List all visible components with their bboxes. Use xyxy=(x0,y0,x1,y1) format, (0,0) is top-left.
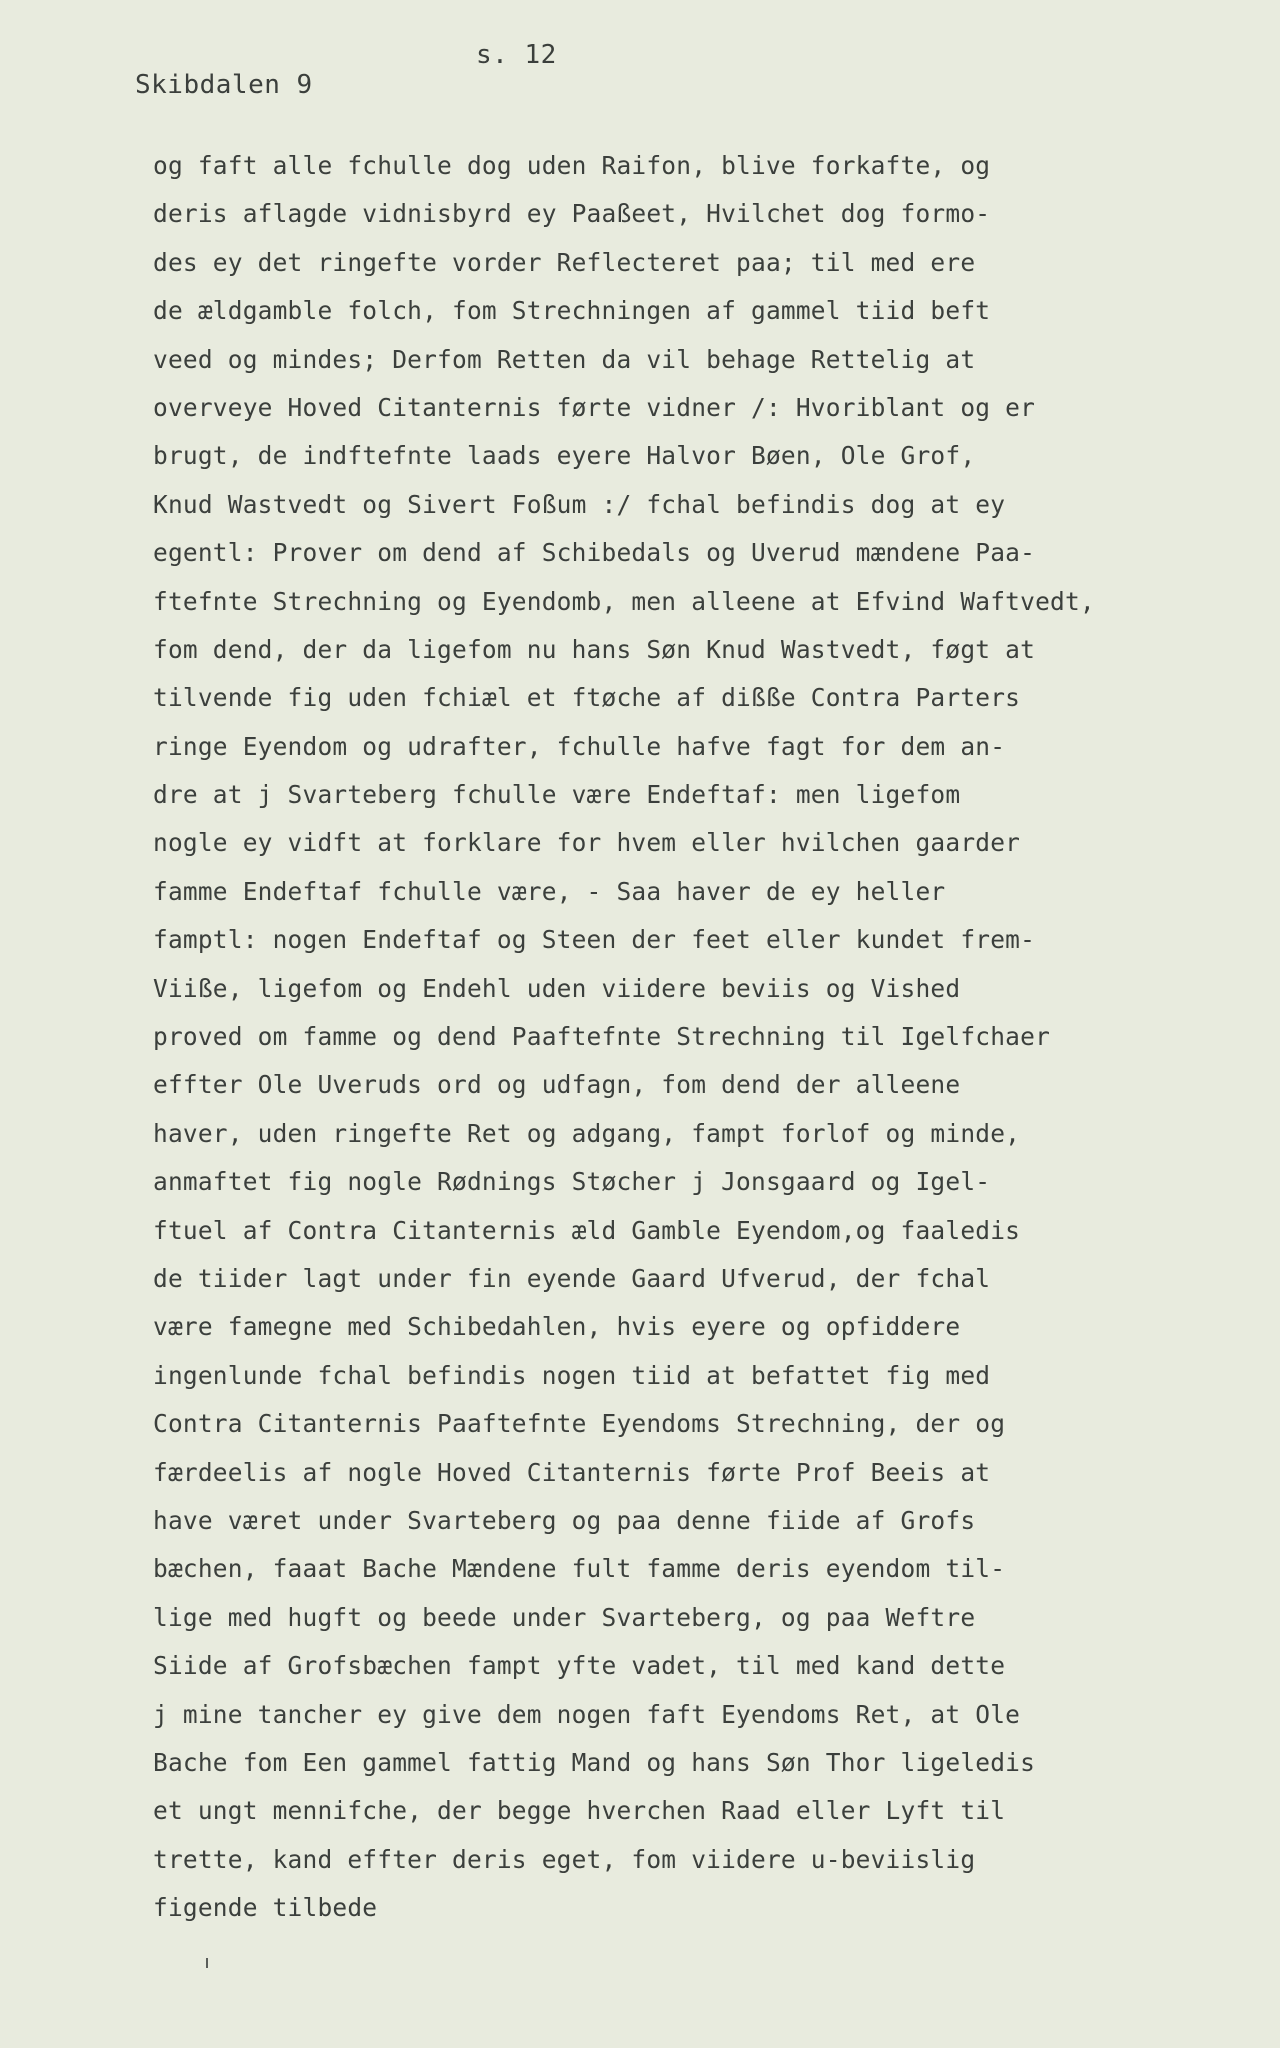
text-line: ftuel af Contra Citanternis æld Gamble Eyendom,og faaledis xyxy=(153,1215,1021,1245)
text-line: nogle ey vidft at forklare for hvem eller hvilchen gaarder xyxy=(153,828,1021,858)
text-line: deris aflagde vidnisbyrd ey Paaßeet, Hvilchet dog formo- xyxy=(153,199,991,229)
text-line: et ungt mennifche, der begge hverchen Raad eller Lyft til xyxy=(153,1796,1006,1826)
text-line: de tiider lagt under fin eyende Gaard Ufverud, der fchal xyxy=(153,1263,991,1293)
text-line: bæchen, faaat Bache Mændene fult famme deris eyendom til- xyxy=(153,1554,1006,1584)
text-line: des ey det ringefte vorder Reflecteret paa; til med ere xyxy=(153,247,976,277)
text-line: effter Ole Uveruds ord og udfagn, fom dend der alleene xyxy=(153,1070,961,1100)
text-line: j mine tancher ey give dem nogen faft Eyendoms Ret, at Ole xyxy=(153,1699,1021,1729)
text-line: Knud Wastvedt og Sivert Foßum :/ fchal befindis dog at ey xyxy=(153,489,1006,519)
text-line: fom dend, der da ligefom nu hans Søn Knud Wastvedt, føgt at xyxy=(153,634,1036,664)
text-line: egentl: Prover om dend af Schibedals og Uverud mændene Paa- xyxy=(153,538,1036,568)
text-line: ringe Eyendom og udrafter, fchulle hafve fagt for dem an- xyxy=(153,731,1006,761)
text-line: Viiße, ligefom og Endehl uden viidere beviis og Vished xyxy=(153,973,961,1003)
text-line: Bache fom Een gammel fattig Mand og hans Søn Thor ligeledis xyxy=(153,1747,1036,1777)
text-line: famptl: nogen Endeftaf og Steen der feet eller kundet frem- xyxy=(153,925,1036,955)
text-line: figende tilbede xyxy=(153,1893,378,1923)
text-line: og faft alle fchulle dog uden Raifon, blive forkafte, og xyxy=(153,151,991,180)
text-line: have været under Svarteberg og paa denne fiide af Grofs xyxy=(153,1505,976,1535)
text-line: ingenlunde fchal befindis nogen tiid at befattet fig med xyxy=(153,1360,991,1390)
document-location-heading: Skibdalen 9 xyxy=(135,70,313,100)
text-line: brugt, de indftefnte laads eyere Halvor Bøen, Ole Grof, xyxy=(153,441,976,471)
text-line: de ældgamble folch, fom Strechningen af gammel tiid beft xyxy=(153,296,991,326)
text-line: lige med hugft og beede under Svarteberg, og paa Weftre xyxy=(153,1602,976,1632)
text-line: overveye Hoved Citanternis førte vidner /: Hvoriblant og er xyxy=(153,392,1036,422)
text-line: famme Endeftaf fchulle være, - Saa haver de ey heller xyxy=(153,876,946,906)
text-line: anmaftet fig nogle Rødnings Støcher j Jonsgaard og Igel- xyxy=(153,1167,991,1197)
text-line: være famegne med Schibedahlen, hvis eyere og opfiddere xyxy=(153,1312,961,1342)
text-line: Contra Citanternis Paaftefnte Eyendoms Strechning, der og xyxy=(153,1409,1006,1439)
text-line: trette, kand effter deris eget, fom viidere u-beviislig xyxy=(153,1844,976,1874)
text-line: dre at j Svarteberg fchulle være Endeftaf: men ligefom xyxy=(153,780,961,810)
transcription-body xyxy=(153,142,1153,1932)
text-line: Siide af Grofsbæchen fampt yfte vadet, til med kand dette xyxy=(153,1651,1006,1681)
text-line: haver, uden ringefte Ret og adgang, fampt forlof og minde, xyxy=(153,1118,1021,1148)
text-line: veed og mindes; Derfom Retten da vil behage Rettelig at xyxy=(153,344,976,374)
text-line: ftefnte Strechning og Eyendomb, men alleene at Efvind Waftvedt, xyxy=(153,586,1095,616)
page-number: s. 12 xyxy=(476,40,557,70)
stray-ink-mark xyxy=(206,1958,208,1968)
text-line: færdeelis af nogle Hoved Citanternis førte Prof Beeis at xyxy=(153,1457,991,1487)
text-line: proved om famme og dend Paaftefnte Strechning til Igelfchaer xyxy=(153,1022,1051,1052)
text-line: tilvende fig uden fchiæl et ftøche af dißße Contra Parters xyxy=(153,683,1021,713)
